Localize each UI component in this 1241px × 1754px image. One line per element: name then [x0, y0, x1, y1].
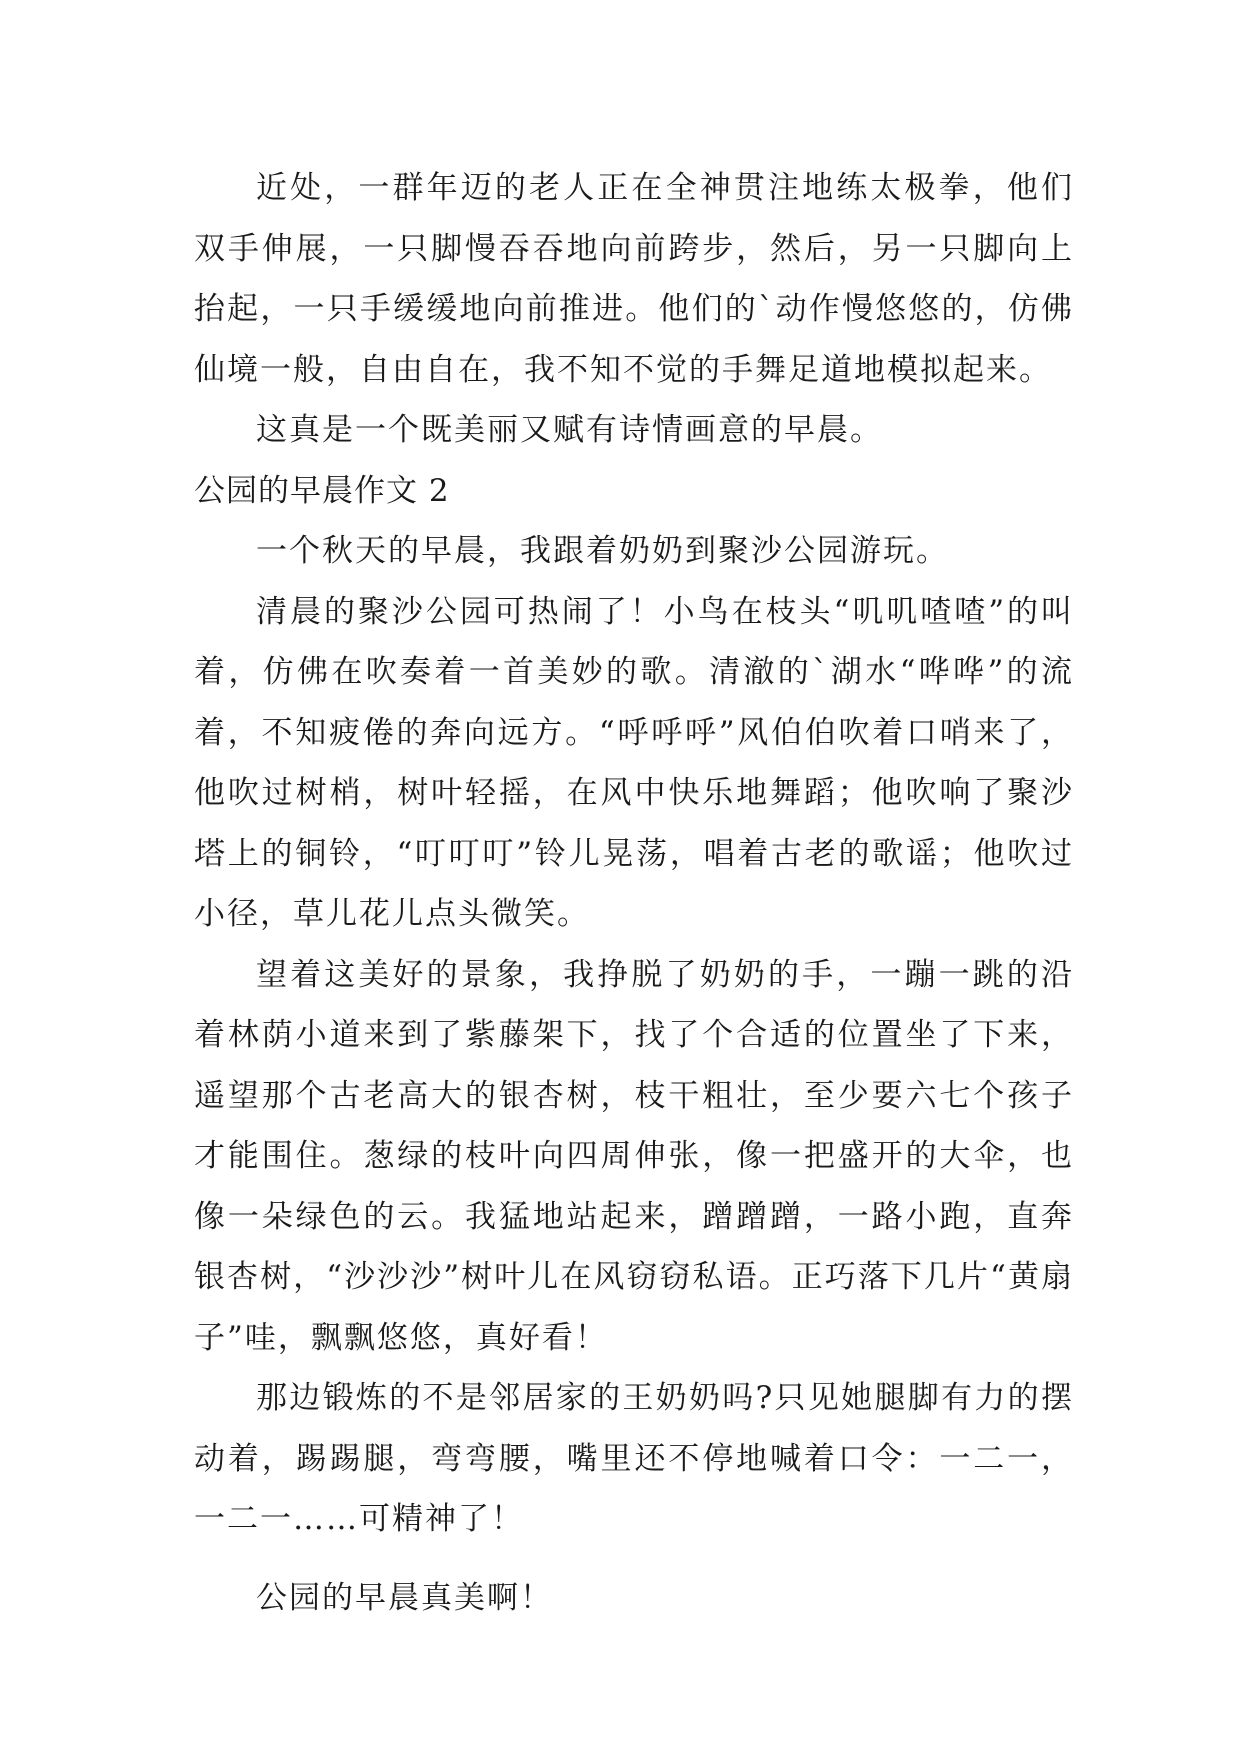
paragraph-autumn-morning: 一个秋天的早晨，我跟着奶奶到聚沙公园游玩。: [256, 533, 949, 569]
section-heading: 公园的早晨作文 2: [194, 472, 450, 509]
paragraph-poetic-morning: 这真是一个既美丽又赋有诗情画意的早晨。: [256, 412, 883, 448]
paragraph-lively-park: 清晨的聚沙公园可热闹了！小鸟在枝头“叽叽喳喳”的叫着，仿佛在吹奏着一首美妙的歌。清澈的`湖水“哗哗”的流着，不知疲倦的奔向远方。“呼呼呼”风伯伯吹着口哨来了，他吹过树梢，树叶轻摇，在风中快乐地舞蹈；他吹响了聚沙塔上的铜铃，“叮叮叮”铃儿晃荡，唱着古老的歌谣；他吹过小径，草儿花儿点头微笑。: [194, 593, 1074, 932]
paragraph-ginkgo-tree: 望着这美好的景象，我挣脱了奶奶的手，一蹦一跳的沿着林荫小道来到了紫藤架下，找了个合适的位置坐了下来，遥望那个古老高大的银杏树，枝干粗壮，至少要六七个孩子才能围住。葱绿的枝叶向四周伸张，像一把盛开的大伞，也像一朵绿色的云。我猛地站起来，蹭蹭蹭，一路小跑，直奔银杏树，“沙沙沙”树叶儿在风窃窃私语。正巧落下几片“黄扇子”哇，飘飘悠悠，真好看！: [194, 956, 1074, 1356]
paragraph-taiji: 近处，一群年迈的老人正在全神贯注地练太极拳，他们双手伸展，一只脚慢吞吞地向前跨步，然后，另一只脚向上抬起，一只手缓缓地向前推进。他们的`动作慢悠悠的，仿佛仙境一般，自由自在，我不知不觉的手舞足道地模拟起来。: [194, 170, 1074, 388]
paragraph-closing: 公园的早晨真美啊！: [256, 1579, 553, 1616]
document-body: [194, 158, 1074, 1628]
paragraph-grandma-wang: 那边锻炼的不是邻居家的王奶奶吗?只见她腿脚有力的摆动着，踢踢腿，弯弯腰，嘴里还不停地喊着口令：一二一，一二一……可精神了！: [194, 1380, 1074, 1537]
